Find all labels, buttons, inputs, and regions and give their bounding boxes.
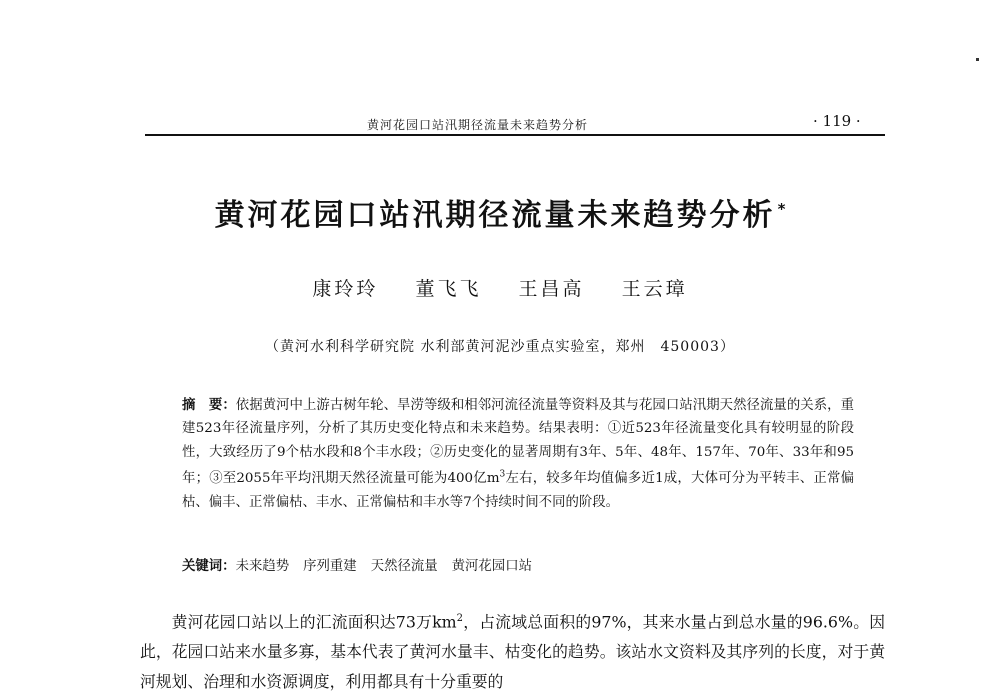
- header-rule: [145, 134, 885, 136]
- keyword-item: 未来趋势: [235, 559, 290, 574]
- title-footnote-mark: *: [777, 200, 786, 218]
- author-name: 王昌高: [518, 278, 585, 300]
- page-number: · 119 ·: [813, 112, 861, 130]
- abstract-label: 摘 要：: [182, 397, 236, 413]
- abstract-body: [182, 398, 854, 510]
- keyword-item: 天然径流量: [370, 559, 438, 574]
- article-title-text: 黄河花园口站汛期径流量未来趋势分析: [214, 198, 776, 233]
- affiliation: （黄河水利科学研究院 水利部黄河泥沙重点实验室，郑州 450003）: [265, 339, 735, 355]
- keywords: [182, 555, 854, 578]
- author-name: 董飞飞: [415, 278, 482, 300]
- author-list: [0, 274, 1000, 301]
- keyword-item: 黄河花园口站: [451, 559, 532, 574]
- running-title: 黄河花园口站汛期径流量未来趋势分析: [367, 118, 589, 132]
- author-name: 王云璋: [621, 278, 688, 300]
- abstract-text: 依据黄河中上游古树年轮、旱涝等级和相邻河流径流量等资料及其与花园口站汛期天然径流量的关系，重建523年径流量序列，分析了其历史变化特点和未来趋势。结果表明：①近523年径流量变化具有较明显的阶段性，大致经历了9个枯水段和8个丰水段；②历史变化的显著周期有3年、5年、48年、157年、70年、33年和95年；③至2055年平均汛期天然径流量可能为400亿m: [182, 398, 854, 487]
- running-header: [145, 104, 885, 134]
- keywords-label: 关键词：: [182, 558, 236, 574]
- author-name: 康玲玲: [312, 278, 379, 300]
- body-text: 黄河花园口站以上的汇流面积达73万km: [171, 612, 457, 632]
- unit-superscript: 3: [499, 469, 506, 480]
- unit-superscript: 2: [456, 613, 464, 624]
- body-paragraph: [140, 604, 885, 697]
- abstract: [182, 394, 854, 514]
- body-text-continued: ，占流域总面积的97%，其来水量占到总水量的96.6%。因此，花园口站来水量多寡，基本代表了黄河水量丰、枯变化的趋势。该站水文资料及其序列的长度，对于黄河规划、治理和水资源调度，利用都具有十分重要的: [140, 612, 886, 692]
- keyword-item: 序列重建: [303, 559, 357, 574]
- abstract-text-continued: 左右，较多年均值偏多近1成，大体可分为平转丰、正常偏枯、偏丰、正常偏枯、丰水、正常偏枯和丰水等7个持续时间不同的阶段。: [182, 471, 854, 510]
- article-title: [0, 190, 1000, 234]
- scan-speck: [976, 58, 979, 61]
